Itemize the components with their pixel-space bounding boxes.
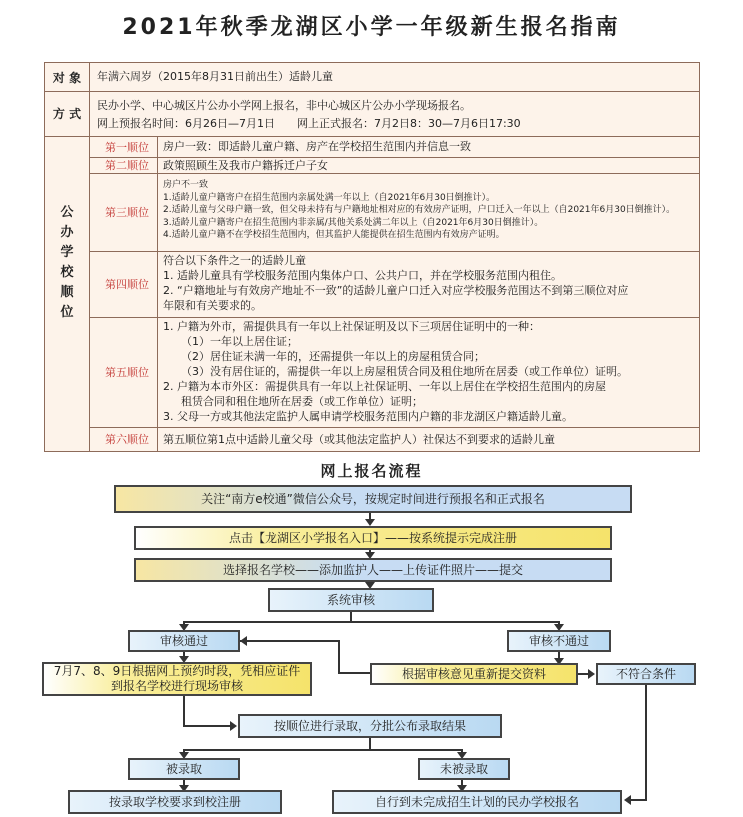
- step-register-entry: 点击【龙湖区小学报名入口】——按系统提示完成注册: [134, 526, 612, 550]
- order-3-content: [163, 179, 693, 242]
- order-5-line: 3. 父母一方或其他法定监护人属申请学校服务范围内户籍的非龙湖区户籍适龄儿童。: [163, 410, 573, 423]
- review-failed: 审核不通过: [507, 630, 611, 652]
- method-line-2: 网上预报名时间：6月26日—7月1日 网上正式报名：7月2日8：30—7月6日17:30: [97, 117, 521, 130]
- order-2-line: 政策照顾生及我市户籍拆迁户子女: [163, 159, 328, 172]
- order-5-line: （3）没有居住证的，需提供一年以上房屋租赁合同及租住地所在居委（或工作单位）证明。: [181, 365, 628, 378]
- side-char: 办: [60, 225, 74, 240]
- order-5-line: 2. 户籍为本市外区：需提供具有一年以上社保证明、一年以上居住在学校招生范围内的房屋: [163, 380, 606, 393]
- order-6-line: 第五顺位第1点中适龄儿童父母（或其他法定监护人）社保达不到要求的适龄儿童: [163, 433, 555, 446]
- order-4-line: 1. 适龄儿童具有学校服务范围内集体户口、公共户口，并在学校服务范围内租住。: [163, 269, 562, 282]
- order-5-line: （2）居住证未满一年的，还需提供一年以上的房屋租赁合同；: [181, 350, 485, 363]
- order-2-label: 第二顺位: [105, 159, 149, 172]
- order-4-line: 符合以下条件之一的适龄儿童: [163, 254, 306, 267]
- review-passed: 审核通过: [128, 630, 240, 652]
- order-4-content: [163, 253, 693, 313]
- page-title: 2021年秋季龙湖区小学一年级新生报名指南: [122, 15, 621, 40]
- order-5-content: [163, 319, 693, 424]
- order-1-line: 房户一致：即适龄儿童户籍、房产在学校招生范围内并信息一致: [163, 140, 471, 153]
- order-5-line: （1）一年以上居住证；: [181, 335, 298, 348]
- method-label: 方 式: [52, 107, 82, 121]
- order-5-line: 1. 户籍为外市，需提供具有一年以上社保证明及以下三项居住证明中的一种：: [163, 320, 540, 333]
- onsite-review: 7月7、8、9日根据网上预约时段，凭相应证件到报名学校进行现场审核: [42, 662, 312, 696]
- order-2-content: [163, 158, 693, 173]
- order-3-line: 1.适龄儿童户籍寄户在招生范围内亲属处满一年以上（自2021年6月30日倒推计）。: [163, 192, 496, 203]
- register-at-school: 按录取学校要求到校注册: [68, 790, 282, 814]
- order-3-line: 3.适龄儿童户籍寄户在招生范围内非亲属/其他关系处满二年以上（自2021年6月30日倒推计）。: [163, 217, 544, 228]
- order-4-line: 2. “户籍地址与有效房产地址不一致”的适龄儿童户口迁入对应学校服务范围达不到第三顺位对应: [163, 284, 629, 297]
- side-char: 顺: [60, 285, 74, 300]
- not-admitted: 未被录取: [418, 758, 510, 780]
- order-1-content: [163, 139, 693, 154]
- side-char: 校: [60, 265, 74, 280]
- side-char: 学: [60, 245, 74, 260]
- admitted: 被录取: [128, 758, 240, 780]
- order-6-content: [163, 432, 693, 447]
- flow-title: 网上报名流程: [320, 462, 423, 480]
- resubmit-materials: 根据审核意见重新提交资料: [370, 663, 578, 685]
- order-3-line: 4.适龄儿童户籍不在学校招生范围内，但其监护人能提供在招生范围内有效房产证明。: [163, 230, 505, 240]
- order-3-label: 第三顺位: [105, 206, 149, 219]
- order-1-label: 第一顺位: [105, 140, 149, 154]
- order-6-label: 第六顺位: [105, 433, 149, 446]
- order-5-label: 第五顺位: [105, 366, 149, 379]
- side-char: 位: [60, 305, 74, 320]
- apply-private-school: 自行到未完成招生计划的民办学校报名: [332, 790, 622, 814]
- admission-by-order: 按顺位进行录取，分批公布录取结果: [238, 714, 502, 738]
- object-label: 对 象: [52, 70, 82, 85]
- order-4-line: 年限和有关要求的。: [163, 299, 262, 312]
- enrollment-guide-table: [44, 62, 700, 452]
- order-4-label: 第四顺位: [105, 278, 149, 291]
- order-3-line: 房户不一致: [163, 180, 209, 190]
- side-char: 公: [60, 205, 74, 220]
- object-text: 年满六周岁（2015年8月31日前出生）适龄儿童: [97, 70, 333, 83]
- step-system-review: 系统审核: [268, 588, 434, 612]
- order-3-line: 2.适龄儿童与父母户籍一致，但父母未持有与户籍地址相对应的有效房产证明，户口迁入一年以上（自2021年6月30日倒推计）。: [163, 205, 676, 215]
- step-follow-wechat: 关注“南方e校通”微信公众号，按规定时间进行预报名和正式报名: [114, 485, 632, 513]
- method-line-1: 民办小学、中心城区片公办小学网上报名，非中心城区片公办小学现场报名。: [97, 99, 471, 112]
- not-eligible: 不符合条件: [596, 663, 696, 685]
- order-5-line: 租赁合同和租住地所在居委（或工作单位）证明；: [181, 395, 423, 408]
- step-select-school: 选择报名学校——添加监护人——上传证件照片——提交: [134, 558, 612, 582]
